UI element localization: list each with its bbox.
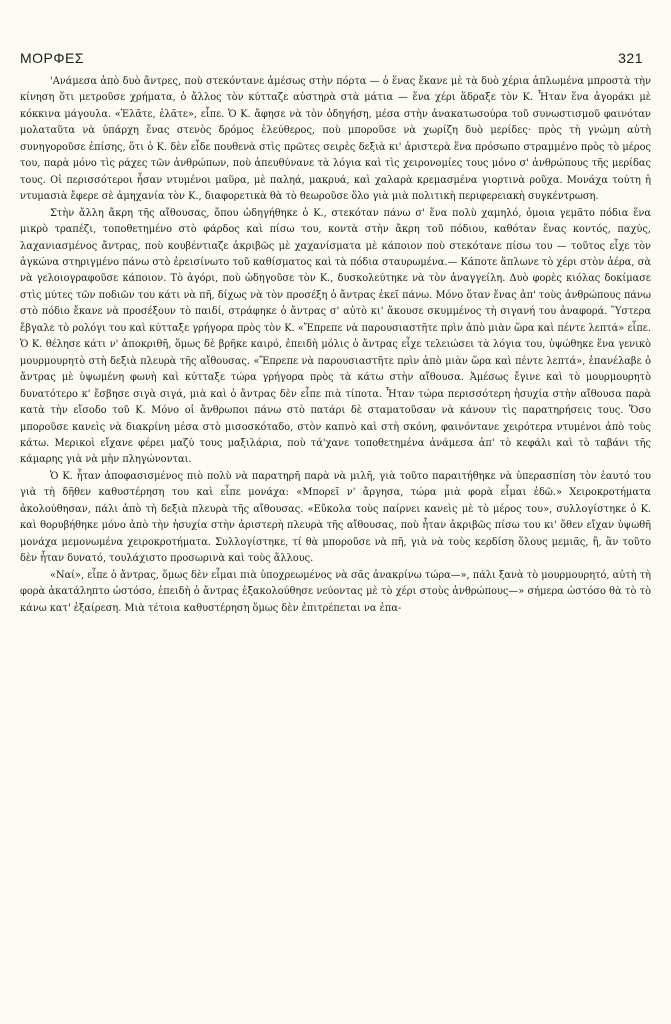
- page-header: [20, 50, 643, 66]
- paragraph-1: 'Ανάμεσα ἀπὸ δυὸ ἄντρες, ποὺ στεκόντανε ἀμέσως στὴν πόρτα — ὁ ἕνας ἔκανε μὲ τὰ δυὸ χέρια ἁπλωμένα μπροστὰ τὴν κίνηση ὅτι μετροῦσε χρήματα, ὁ ἄλλος τὸν κύτταζε αὐστηρὰ στὰ μάτια — ἕνα χέρι ἅδραξε τὸν Κ. Ἦταν ἕνα ἀγοράκι μὲ κόκκινα μάγουλα. «Ἐλᾶτε, ἐλᾶτε», εἶπε. Ὁ Κ. ἄφησε νὰ τὸν ὁδηγήση, μέσα στὴν ἀνακατωσούρα τοῦ συνωστισμοῦ φαινόταν μολαταῦτα νὰ ὑπάρχη ἕνας στενὸς δρόμος ἐλεύθερος, ποὺ μποροῦσε νὰ χωρίζη δυὸ μερίδες· πρὸς τὴ γνώμη αὐτὴ συνηγοροῦσε ἐπίσης, ὅτι ὁ Κ. δὲν εἶδε πουθενὰ στὶς πρῶτες σειρὲς δεξιὰ κι' ἀριστερὰ ἕνα πρόσωπο στραμμένο πρὸς τὸ μέρος του, παρὰ μόνο τὶς ράχες τῶν ἀνθρώπων, ποὺ ἀπευθύνανε τὰ λόγια καὶ τὶς χειρονομίες τους μόνο σ' ἀνθρώπους τῆς μερίδας τους. Οἱ περισσότεροι ἦσαν ντυμένοι μαῦρα, μὲ παληά, μακρυά, καὶ χαλαρὰ κρεμασμένα γιορτινὰ ροῦχα. Μονάχα τούτη ἡ ντυμασιὰ ἔφερε σὲ ἀμηχανία τὸν Κ., διαφορετικὰ θὰ τὸ θεωροῦσε ὅλο γιὰ μιὰ πολιτικὴ περιφερειακὴ συγκέντρωση.: [20, 76, 651, 203]
- running-title: ΜΟΡΦΕΣ: [20, 50, 85, 66]
- body-text: [20, 74, 651, 617]
- paragraph-2: Στὴν ἄλλη ἄκρη τῆς αἴθουσας, ὅπου ὡδηγήθηκε ὁ Κ., στεκόταν πάνω σ' ἕνα πολὺ χαμηλό, ὁμοια γεμᾶτο πόδια ἕνα μικρὸ τραπέζι, τοποθετημένο στὸ φάρδος καὶ πίσω του, κοντὰ στὴν ἄκρη τοῦ πόδιου, καθόταν ἕνας κοντός, παχύς, λαχανιασμένος ἄντρας, ποὺ κουβέντιαζε ἀκριβῶς μὲ χαχανίσματα μὲ κάποιον ποὺ στεκότανε πίσω του — τοῦτος εἶχε τὸν ἀγκώνα στηριγμένο πάνω στὸ ἐρεισίνωτο τοῦ καθίσματος καὶ τὰ πόδια σταυρωμένα.— Κάποτε ἅπλωνε τὸ χέρι στὸν ἀέρα, σὰ νὰ γελοιογραφοῦσε κάποιον. Τὸ ἀγόρι, ποὺ ὡδηγοῦσε τὸν Κ., δυσκολεύτηκε νὰ τὸν ἀναγγείλη. Δυὸ φορὲς κιόλας δοκίμασε στὶς μύτες τῶν ποδιῶν του κάτι νὰ πῆ, δίχως νὰ τὸν προσέξη ὁ ἄντρας ἐκεῖ πάνω. Μόνο ὅταν ἕνας ἀπ' τοὺς ἀνθρώπους πάνω στὸ πόδιο ἔκανε νὰ προσέξουν τὸ παιδί, στράφηκε ὁ ἄντρας σ' αὐτὸ κι' ἄκουσε σκυμμένος τὴ σιγανή του ἀναφορά. Ὕστερα ἔβγαλε τὸ ρολόγι του καὶ κύτταξε γρήγορα πρὸς τὸν Κ. «Ἔπρεπε νὰ παρουσιαστῆτε πρὶν ἀπὸ μιὰν ὥρα καὶ πέντε λεπτά» εἶπε. Ὁ Κ. θέλησε κάτι ν' ἀποκριθῆ, ὅμως δὲ βρῆκε καιρό, ἐπειδὴ μόλις ὁ ἄντρας εἶχε τελειώσει τὰ λόγια του, ὑψώθηκε ἕνα γενικὸ μουρμουρητὸ στὴ δεξιὰ πλευρὰ τῆς αἴθουσας. «Ἔπρεπε νὰ παρουσιαστῆτε πρὶν ἀπὸ μιὰν ὥρα καὶ πέντε λεπτά», ἐπανέλαβε ὁ ἄντρας μὲ ὑψωμένη φωνὴ καὶ κύτταξε τώρα γρήγορα πρὸς τὰ κάτω στὴν αἴθουσα. Ἀμέσως ἔγινε καὶ τὸ μουρμουρητὸ δυνατότερο κ' ἔσβησε σιγὰ σιγά, μιὰ καὶ ὁ ἄντρας δὲν εἶπε πιὰ τίποτα. Ἦταν τώρα περισσότερη ἡσυχία στὴν αἴθουσα παρὰ κατὰ τὴν εἴσοδο τοῦ Κ. Μόνο οἱ ἄνθρωποι πάνω στὸ πατάρι δὲ σταματοῦσαν νὰ κάνουν τὶς παρατηρήσεις τους. Ὅσο μποροῦσε κανεὶς νὰ διακρίνη μέσα στὸ μισοσκόταδο, στὸν καπνὸ καὶ στὴ σκόνη, φαινόντανε χειρότερα ντυμένοι ἀπὸ τοὺς κάτω. Μερικοὶ εἴχανε φέρει μαζύ τους μαξιλάρια, ποὺ τά'χανε τοποθετημένα ἀνάμεσα ἀπ' τὸ κεφάλι καὶ τὸ ταβάνι τῆς κάμαρης γιὰ νὰ μὴν πληγώνονται.: [20, 207, 651, 466]
- page-number: 321: [618, 50, 643, 66]
- paragraph-4: «Ναί», εἶπε ὁ ἄντρας, ὅμως δὲν εἶμαι πιὰ ὑποχρεωμένος νὰ σᾶς ἀνακρίνω τώρα—», πάλι ξανὰ τὸ μουρμουρητό, αὐτὴ τὴ φορὰ ἀκατάληπτο ὡστόσο, ἐπειδὴ ὁ ἄντρας ἐξακολούθησε νεύοντας μὲ τὸ χέρι στοὺς ἀνθρώπους—» σήμερα ὡστόσο θὰ τὸ τὸ κάνω κατ' ἐξαίρεση. Μιὰ τέτοια καθυστέρηση ὅμως δὲν ἐπιτρέπεται να ἐπα-: [20, 569, 651, 614]
- paragraph-3: Ὁ Κ. ἦταν ἀποφασισμένος πιὸ πολὺ νὰ παρατηρῆ παρὰ νὰ μιλῆ, γιὰ τοῦτο παραιτήθηκε νὰ ὑπερασπίση τὸν ἑαυτό του γιὰ τὴ δῆθεν καθυστέρηση του καὶ εἶπε μονάχα: «Μπορεῖ ν' ἄργησα, τώρα μιὰ φορὰ εἶμαι ἐδῶ.» Χειροκροτήματα ἀκολούθησαν, πάλι ἀπὸ τὴ δεξιὰ πλευρὰ τῆς αἴθουσας. «Εὔκολα τοὺς παίρνει κανεὶς μὲ τὸ μέρος του», συλλογίστηκε ὁ Κ. καὶ θορυβήθηκε μόνο ἀπὸ τὴν ἡσυχία στὴν ἀριστερὴ πλευρὰ τῆς αἴθουσας, ποὺ ἦταν ἀκριβῶς πίσω του κι' ὅθεν εἴχαν ὑψωθῆ μονάχα μεμονωμένα χειροκροτήματα. Συλλογίστηκε, τί θὰ μποροῦσε νὰ πῆ, γιὰ νὰ τοὺς κερδίση ὅλους μεμιᾶς, ἤ, ἂν τοῦτο δὲν ἦταν δυνατό, τουλάχιστο προσωρινὰ καὶ τοὺς ἄλλους.: [20, 470, 651, 565]
